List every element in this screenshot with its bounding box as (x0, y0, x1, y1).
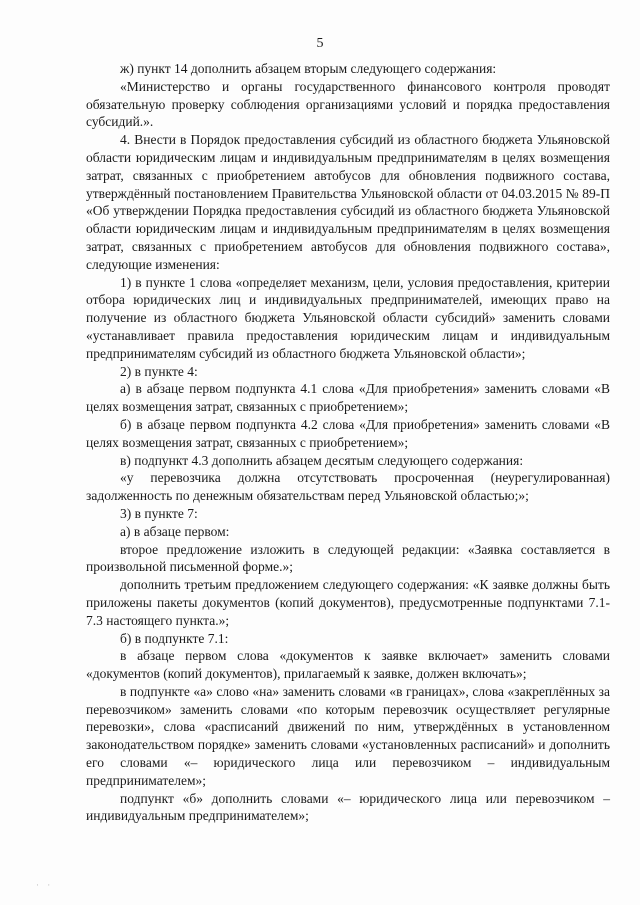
paragraph: 4. Внести в Порядок предоставления субсидий из областного бюджета Ульяновской области юридическим лицам и индивидуальным предпринимателям в целях возмещения затрат, связанных с приобретением автобусов для обновления подвижного состава, утверждённый постановлением Правительства Ульяновской области от 04.03.2015 № 89-П «Об утверждении Порядка предоставления субсидий из областного бюджета Ульяновской области юридическим лицам и индивидуальным предпринимателям в целях возмещения затрат, связанных с приобретением автобусов для обновления подвижного состава», следующие изменения: (86, 132, 610, 272)
paragraph: в) подпункт 4.3 дополнить абзацем десятым следующего содержания: (120, 452, 524, 468)
paragraph: б) в подпункте 7.1: (120, 630, 229, 646)
paragraph: в абзаце первом слова «документов к заявке включает» заменить словами «документов (копий документов), прилагаемый к заявке, должен включать»; (86, 648, 610, 682)
paragraph: 1) в пункте 1 слова «определяет механизм, цели, условия предоставления, критерии отбора юридических лиц и индивидуальных предпринимателей, имеющих право на получение из областного бюджета Ульяновской области субсидий» заменить словами «устанавливает правила предоставления юридическим лицам и индивидуальным предпринимателям субсидий из областного бюджета Ульяновской области»; (86, 274, 610, 361)
paragraph: 3) в пункте 7: (120, 505, 198, 521)
paragraph: «у перевозчика должна отсутствовать просроченная (неурегулированная) задолженность по денежным обязательствам перед Ульяновской областью;»; (86, 470, 610, 504)
paragraph: а) в абзаце первом: (120, 523, 230, 539)
paragraph: а) в абзаце первом подпункта 4.1 слова «Для приобретения» заменить словами «В целях возмещения затрат, связанных с приобретением»; (86, 381, 610, 415)
paragraph: в подпункте «а» слово «на» заменить словами «в границах», слова «закреплённых за перевозчиком» заменить словами «по которым перевозчик осуществляет регулярные перевозки», слова «расписаний движений по ним, утверждённых в установленном законодательством порядке» заменить словами «установленных расписаний» и дополнить его словами «– юридического лица или перевозчиком – индивидуальным предпринимателем»; (86, 683, 610, 788)
paragraph: 2) в пункте 4: (120, 363, 198, 379)
paragraph: «Министерство и органы государственного финансового контроля проводят обязательную проверку соблюдения организациями условий и порядка предоставления субсидий.». (86, 78, 610, 130)
paragraph: дополнить третьим предложением следующего содержания: «К заявке должны быть приложены пакеты документов (копий документов), предусмотренные подпунктами 7.1-7.3 настоящего пункта.»; (86, 577, 610, 628)
paragraph: второе предложение изложить в следующей редакции: «Заявка составляется в произвольной письменной форме.»; (86, 541, 610, 575)
paragraph: подпункт «б» дополнить словами «– юридического лица или перевозчиком – индивидуальным предпринимателем»; (86, 790, 610, 824)
document-body (86, 60, 610, 825)
scan-artifact: · · (36, 880, 54, 890)
paragraph: б) в абзаце первом подпункта 4.2 слова «Для приобретения» заменить словами «В целях возмещения затрат, связанных с приобретением»; (86, 416, 610, 450)
page-number: 5 (316, 36, 324, 51)
paragraph: ж) пункт 14 дополнить абзацем вторым следующего содержания: (120, 61, 497, 76)
